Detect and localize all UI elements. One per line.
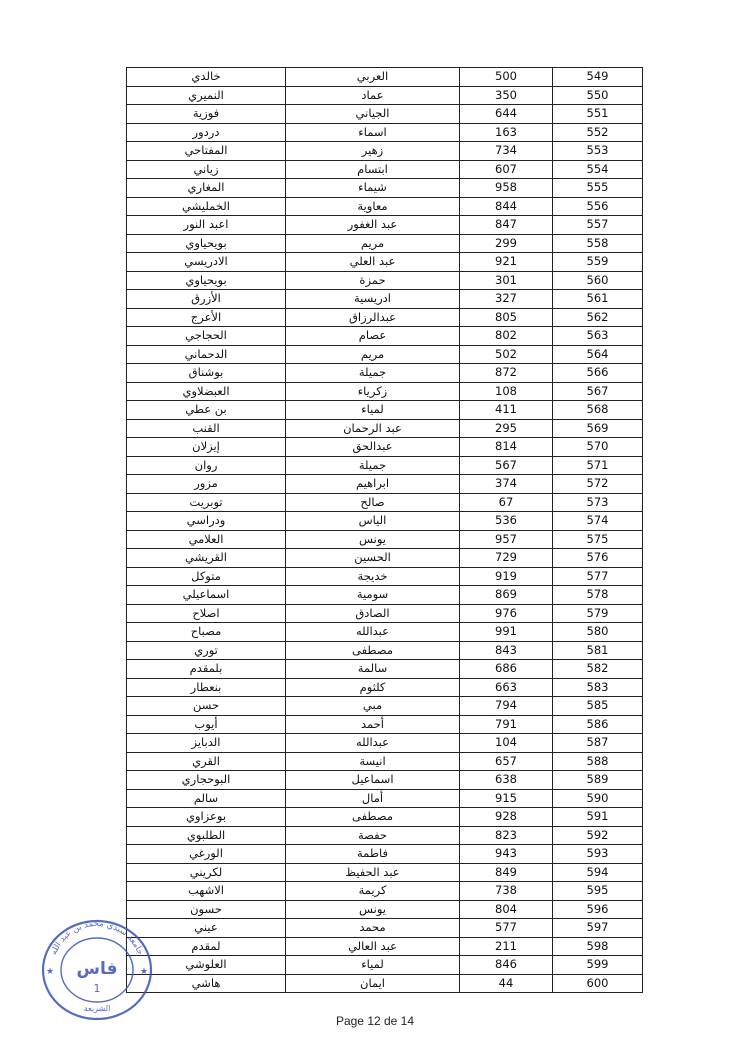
cell-last-name: روان: [127, 456, 286, 475]
cell-rank: 555: [553, 179, 643, 198]
cell-first-name: انيسة: [286, 752, 460, 771]
stamp-star-left-icon: ★: [46, 967, 55, 977]
cell-last-name: إيزلان: [127, 438, 286, 457]
cell-last-name: العبضلاوي: [127, 382, 286, 401]
table-row: [127, 567, 643, 586]
cell-first-name: جميلة: [286, 456, 460, 475]
cell-last-name: لمقدم: [127, 937, 286, 956]
cell-code: 849: [460, 863, 553, 882]
cell-rank: 591: [553, 808, 643, 827]
cell-code: 823: [460, 826, 553, 845]
cell-last-name: الاشهب: [127, 882, 286, 901]
cell-first-name: شيماء: [286, 179, 460, 198]
cell-last-name: عيني: [127, 919, 286, 938]
cell-first-name: سومية: [286, 586, 460, 605]
cell-last-name: بويحياوي: [127, 234, 286, 253]
cell-code: 104: [460, 734, 553, 753]
cell-code: 536: [460, 512, 553, 531]
cell-last-name: الدبايز: [127, 734, 286, 753]
cell-rank: 578: [553, 586, 643, 605]
cell-code: 729: [460, 549, 553, 568]
cell-first-name: مصطفى: [286, 641, 460, 660]
cell-code: 374: [460, 475, 553, 494]
table-row: [127, 826, 643, 845]
cell-code: 869: [460, 586, 553, 605]
cell-first-name: أمال: [286, 789, 460, 808]
cell-rank: 580: [553, 623, 643, 642]
table-row: [127, 771, 643, 790]
cell-rank: 554: [553, 160, 643, 179]
cell-rank: 581: [553, 641, 643, 660]
table-row: [127, 327, 643, 346]
cell-code: 644: [460, 105, 553, 124]
cell-rank: 564: [553, 345, 643, 364]
cell-last-name: فوزية: [127, 105, 286, 124]
table-row: [127, 86, 643, 105]
cell-last-name: الطلبوي: [127, 826, 286, 845]
cell-last-name: القريشي: [127, 549, 286, 568]
table-row: [127, 678, 643, 697]
cell-first-name: عبدالله: [286, 734, 460, 753]
cell-code: 928: [460, 808, 553, 827]
cell-code: 844: [460, 197, 553, 216]
stamp-bottom-text: الشريعة: [83, 1004, 111, 1013]
cell-rank: 557: [553, 216, 643, 235]
table-row: [127, 142, 643, 161]
table-row: [127, 697, 643, 716]
cell-code: 299: [460, 234, 553, 253]
table-row: [127, 419, 643, 438]
cell-first-name: لمياء: [286, 956, 460, 975]
table-row: [127, 937, 643, 956]
cell-last-name: العلوشي: [127, 956, 286, 975]
cell-first-name: كريمة: [286, 882, 460, 901]
stamp-number: 1: [93, 982, 101, 995]
table-row: [127, 549, 643, 568]
cell-code: 976: [460, 604, 553, 623]
cell-last-name: الحجاجي: [127, 327, 286, 346]
cell-rank: 560: [553, 271, 643, 290]
cell-rank: 596: [553, 900, 643, 919]
cell-code: 350: [460, 86, 553, 105]
cell-last-name: الأزرق: [127, 290, 286, 309]
table-row: [127, 364, 643, 383]
cell-rank: 574: [553, 512, 643, 531]
cell-rank: 569: [553, 419, 643, 438]
table-row: [127, 123, 643, 142]
cell-rank: 549: [553, 68, 643, 87]
cell-first-name: كلثوم: [286, 678, 460, 697]
cell-last-name: اصلاح: [127, 604, 286, 623]
cell-rank: 552: [553, 123, 643, 142]
cell-last-name: بنعطار: [127, 678, 286, 697]
table-row: [127, 197, 643, 216]
cell-code: 919: [460, 567, 553, 586]
cell-rank: 593: [553, 845, 643, 864]
cell-code: 567: [460, 456, 553, 475]
cell-rank: 559: [553, 253, 643, 272]
cell-rank: 575: [553, 530, 643, 549]
table-row: [127, 401, 643, 420]
cell-last-name: القنب: [127, 419, 286, 438]
cell-rank: 592: [553, 826, 643, 845]
cell-first-name: اسماعيل: [286, 771, 460, 790]
cell-last-name: النميري: [127, 86, 286, 105]
table-row: [127, 234, 643, 253]
cell-last-name: الادريسي: [127, 253, 286, 272]
cell-last-name: القري: [127, 752, 286, 771]
cell-rank: 587: [553, 734, 643, 753]
table-row: [127, 456, 643, 475]
university-stamp: [37, 912, 157, 1022]
table-row: [127, 863, 643, 882]
table-body: [127, 68, 643, 993]
table-row: [127, 974, 643, 993]
cell-last-name: بوعزاوي: [127, 808, 286, 827]
cell-last-name: اعبد النور: [127, 216, 286, 235]
cell-code: 607: [460, 160, 553, 179]
cell-rank: 562: [553, 308, 643, 327]
table-row: [127, 919, 643, 938]
cell-last-name: سالم: [127, 789, 286, 808]
cell-last-name: اسماعيلي: [127, 586, 286, 605]
cell-code: 734: [460, 142, 553, 161]
cell-first-name: ادريسية: [286, 290, 460, 309]
table-row: [127, 882, 643, 901]
cell-last-name: الأعرج: [127, 308, 286, 327]
cell-code: 577: [460, 919, 553, 938]
cell-rank: 573: [553, 493, 643, 512]
cell-rank: 600: [553, 974, 643, 993]
cell-first-name: عماد: [286, 86, 460, 105]
cell-code: 804: [460, 900, 553, 919]
cell-rank: 599: [553, 956, 643, 975]
cell-last-name: توبريت: [127, 493, 286, 512]
table-row: [127, 475, 643, 494]
cell-code: 846: [460, 956, 553, 975]
cell-rank: 589: [553, 771, 643, 790]
cell-first-name: ابراهيم: [286, 475, 460, 494]
table-row: [127, 160, 643, 179]
cell-code: 943: [460, 845, 553, 864]
cell-code: 327: [460, 290, 553, 309]
cell-last-name: العلامي: [127, 530, 286, 549]
cell-rank: 563: [553, 327, 643, 346]
cell-code: 211: [460, 937, 553, 956]
cell-code: 638: [460, 771, 553, 790]
cell-last-name: البوحجاري: [127, 771, 286, 790]
cell-rank: 551: [553, 105, 643, 124]
cell-first-name: حمزة: [286, 271, 460, 290]
cell-code: 794: [460, 697, 553, 716]
cell-rank: 582: [553, 660, 643, 679]
cell-first-name: زكرياء: [286, 382, 460, 401]
table-row: [127, 493, 643, 512]
cell-code: 814: [460, 438, 553, 457]
cell-first-name: خديجة: [286, 567, 460, 586]
cell-first-name: صالح: [286, 493, 460, 512]
cell-rank: 583: [553, 678, 643, 697]
cell-code: 805: [460, 308, 553, 327]
cell-first-name: سالمة: [286, 660, 460, 679]
cell-first-name: عبد الحفيظ: [286, 863, 460, 882]
table-row: [127, 105, 643, 124]
cell-first-name: لمياء: [286, 401, 460, 420]
table-row: [127, 290, 643, 309]
cell-rank: 595: [553, 882, 643, 901]
cell-last-name: الخمليشي: [127, 197, 286, 216]
cell-rank: 567: [553, 382, 643, 401]
cell-first-name: العربي: [286, 68, 460, 87]
cell-code: 67: [460, 493, 553, 512]
cell-code: 663: [460, 678, 553, 697]
cell-first-name: أحمد: [286, 715, 460, 734]
table-row: [127, 179, 643, 198]
table-row: [127, 345, 643, 364]
cell-first-name: ابتسام: [286, 160, 460, 179]
cell-first-name: عصام: [286, 327, 460, 346]
cell-last-name: المغاري: [127, 179, 286, 198]
cell-last-name: الورغي: [127, 845, 286, 864]
table-row: [127, 604, 643, 623]
cell-code: 44: [460, 974, 553, 993]
cell-code: 791: [460, 715, 553, 734]
cell-last-name: خالدي: [127, 68, 286, 87]
cell-code: 843: [460, 641, 553, 660]
table-row: [127, 530, 643, 549]
table-row: [127, 216, 643, 235]
cell-rank: 597: [553, 919, 643, 938]
cell-code: 915: [460, 789, 553, 808]
table-row: [127, 623, 643, 642]
stamp-star-right-icon: ★: [140, 967, 149, 977]
cell-last-name: توري: [127, 641, 286, 660]
cell-last-name: لكريني: [127, 863, 286, 882]
cell-rank: 568: [553, 401, 643, 420]
cell-code: 411: [460, 401, 553, 420]
table-row: [127, 845, 643, 864]
cell-rank: 594: [553, 863, 643, 882]
cell-last-name: متوكل: [127, 567, 286, 586]
table-row: [127, 253, 643, 272]
cell-first-name: مريم: [286, 234, 460, 253]
cell-first-name: محمد: [286, 919, 460, 938]
table-row: [127, 752, 643, 771]
cell-first-name: يونس: [286, 530, 460, 549]
stamp-city: فاس: [76, 959, 118, 979]
cell-code: 802: [460, 327, 553, 346]
cell-first-name: الصادق: [286, 604, 460, 623]
cell-first-name: عبد العالي: [286, 937, 460, 956]
table-row: [127, 641, 643, 660]
cell-last-name: مصباح: [127, 623, 286, 642]
cell-first-name: ايمان: [286, 974, 460, 993]
cell-code: 958: [460, 179, 553, 198]
cell-rank: 586: [553, 715, 643, 734]
cell-code: 921: [460, 253, 553, 272]
cell-last-name: زياني: [127, 160, 286, 179]
cell-rank: 550: [553, 86, 643, 105]
cell-first-name: جميلة: [286, 364, 460, 383]
cell-code: 500: [460, 68, 553, 87]
stamp-ring-text: جامعة سيدي محمد بن عبد الله: [48, 918, 146, 957]
cell-rank: 566: [553, 364, 643, 383]
cell-last-name: بلمقدم: [127, 660, 286, 679]
cell-rank: 588: [553, 752, 643, 771]
cell-last-name: المفتاحي: [127, 142, 286, 161]
cell-code: 301: [460, 271, 553, 290]
cell-first-name: مبي: [286, 697, 460, 716]
cell-first-name: عبدالحق: [286, 438, 460, 457]
table-row: [127, 734, 643, 753]
cell-last-name: دردور: [127, 123, 286, 142]
cell-last-name: حسن: [127, 697, 286, 716]
cell-first-name: حفصة: [286, 826, 460, 845]
page-number: Page 12 de 14: [335, 1014, 415, 1028]
cell-first-name: عبدالله: [286, 623, 460, 642]
cell-code: 872: [460, 364, 553, 383]
cell-rank: 585: [553, 697, 643, 716]
cell-rank: 553: [553, 142, 643, 161]
cell-first-name: الياس: [286, 512, 460, 531]
cell-last-name: حسون: [127, 900, 286, 919]
table-row: [127, 512, 643, 531]
cell-first-name: زهير: [286, 142, 460, 161]
cell-first-name: عبد الرحمان: [286, 419, 460, 438]
cell-first-name: الجياني: [286, 105, 460, 124]
table-row: [127, 900, 643, 919]
table-row: [127, 271, 643, 290]
cell-first-name: الحسين: [286, 549, 460, 568]
cell-first-name: اسماء: [286, 123, 460, 142]
table-row: [127, 308, 643, 327]
cell-first-name: مريم: [286, 345, 460, 364]
cell-last-name: أيوب: [127, 715, 286, 734]
cell-code: 502: [460, 345, 553, 364]
cell-last-name: مزور: [127, 475, 286, 494]
cell-last-name: ودراسي: [127, 512, 286, 531]
cell-code: 957: [460, 530, 553, 549]
cell-code: 108: [460, 382, 553, 401]
cell-rank: 577: [553, 567, 643, 586]
cell-first-name: عبدالرزاق: [286, 308, 460, 327]
table-row: [127, 68, 643, 87]
cell-rank: 556: [553, 197, 643, 216]
cell-code: 686: [460, 660, 553, 679]
records-table: [126, 67, 643, 993]
cell-first-name: مصطفى: [286, 808, 460, 827]
cell-rank: 579: [553, 604, 643, 623]
cell-last-name: بويحياوي: [127, 271, 286, 290]
cell-rank: 576: [553, 549, 643, 568]
cell-code: 295: [460, 419, 553, 438]
cell-code: 991: [460, 623, 553, 642]
cell-rank: 590: [553, 789, 643, 808]
table-row: [127, 382, 643, 401]
table-row: [127, 715, 643, 734]
cell-first-name: فاطمة: [286, 845, 460, 864]
table-row: [127, 808, 643, 827]
cell-code: 163: [460, 123, 553, 142]
cell-rank: 598: [553, 937, 643, 956]
cell-last-name: الدحماني: [127, 345, 286, 364]
cell-last-name: هاشي: [127, 974, 286, 993]
cell-first-name: معاوية: [286, 197, 460, 216]
cell-rank: 570: [553, 438, 643, 457]
cell-last-name: بوشناق: [127, 364, 286, 383]
cell-code: 738: [460, 882, 553, 901]
table-row: [127, 789, 643, 808]
table-row: [127, 586, 643, 605]
table-row: [127, 956, 643, 975]
cell-first-name: يونس: [286, 900, 460, 919]
cell-first-name: عبد الغفور: [286, 216, 460, 235]
table-row: [127, 660, 643, 679]
cell-rank: 561: [553, 290, 643, 309]
cell-last-name: بن عطي: [127, 401, 286, 420]
cell-code: 657: [460, 752, 553, 771]
cell-rank: 571: [553, 456, 643, 475]
cell-rank: 572: [553, 475, 643, 494]
cell-rank: 558: [553, 234, 643, 253]
cell-first-name: عبد العلي: [286, 253, 460, 272]
table-row: [127, 438, 643, 457]
cell-code: 847: [460, 216, 553, 235]
